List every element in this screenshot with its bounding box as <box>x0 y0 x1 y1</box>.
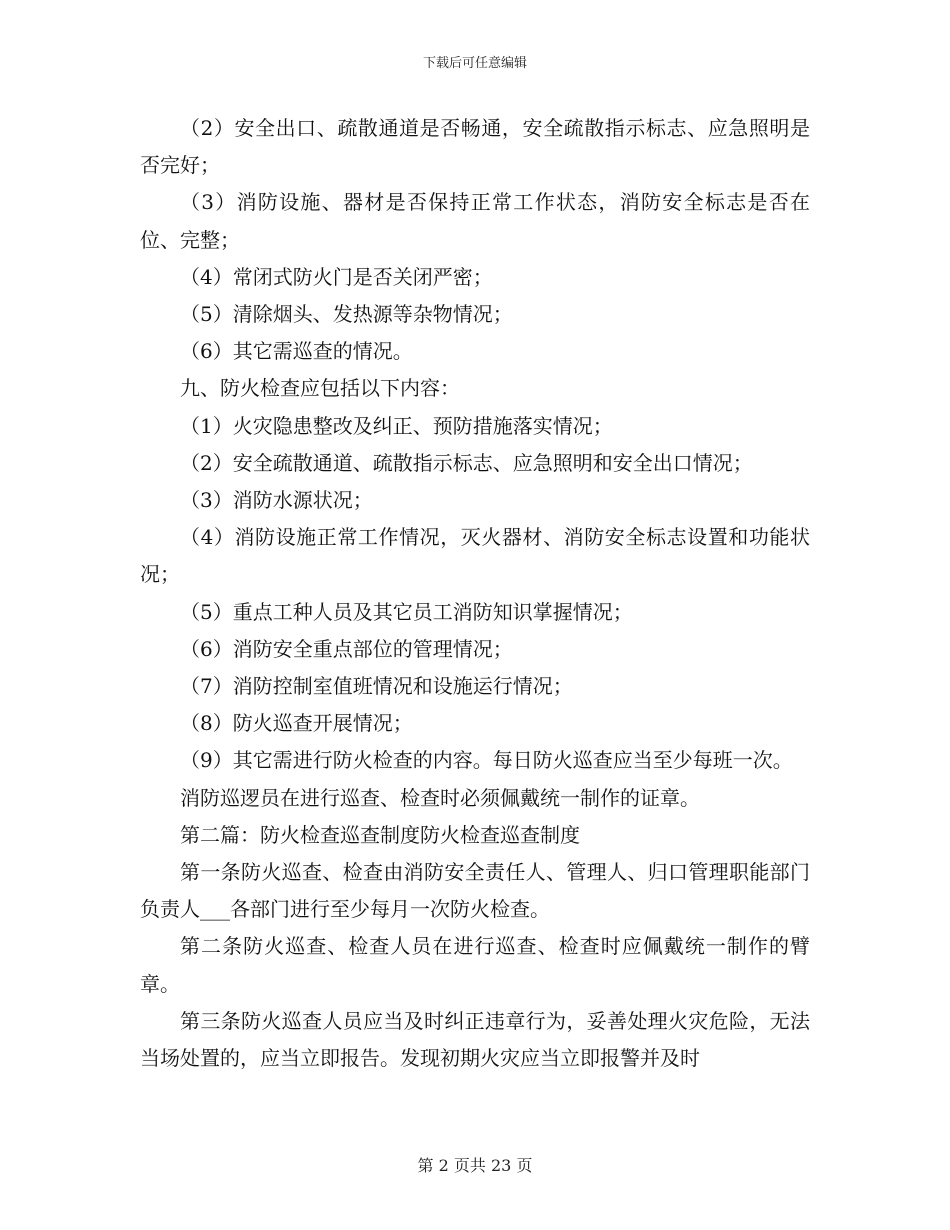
paragraph: （6）其它需巡查的情况。 <box>180 339 413 364</box>
paragraph: 消防巡逻员在进行巡查、检查时必须佩戴统一制作的证章。 <box>180 785 700 810</box>
section-heading: 九、防火检查应包括以下内容： <box>180 376 460 401</box>
paragraph: （9）其它需进行防火检查的内容。每日防火巡查应当至少每班一次。 <box>180 748 793 773</box>
paragraph: 第一条防火巡查、检查由消防安全责任人、管理人、归口管理职能部门负责人___各部门进行至少每月一次防火检查。 <box>140 860 810 922</box>
paragraph: 第二条防火巡查、检查人员在进行巡查、检查时应佩戴统一制作的臂章。 <box>140 934 810 996</box>
paragraph: （7）消防控制室值班情况和设施运行情况； <box>180 674 573 699</box>
section-heading: 第二篇：防火检查巡查制度防火检查巡查制度 <box>180 822 580 847</box>
paragraph: （6）消防安全重点部位的管理情况； <box>180 636 513 661</box>
paragraph: （3）消防水源状况； <box>180 488 373 513</box>
document-body <box>140 110 810 1077</box>
paragraph: （3）消防设施、器材是否保持正常工作状态，消防安全标志是否在位、完整； <box>140 190 810 252</box>
paragraph: 第三条防火巡查人员应当及时纠正违章行为，妥善处理火灾危险，无法当场处置的，应当立即报告。发现初期火灾应当立即报警并及时 <box>140 1008 810 1071</box>
paragraph: （2）安全出口、疏散通道是否畅通，安全疏散指示标志、应急照明是否完好； <box>140 116 810 178</box>
paragraph: （8）防火巡查开展情况； <box>180 711 413 736</box>
paragraph: （4）常闭式防火门是否关闭严密； <box>180 264 493 289</box>
paragraph: （1）火灾隐患整改及纠正、预防措施落实情况； <box>180 413 613 438</box>
paragraph: （5）清除烟头、发热源等杂物情况； <box>180 302 513 327</box>
page-footer: 第 2 页共 23 页 <box>417 1156 533 1175</box>
paragraph: （5）重点工种人员及其它员工消防知识掌握情况； <box>180 599 633 624</box>
paragraph: （2）安全疏散通道、疏散指示标志、应急照明和安全出口情况； <box>180 450 753 475</box>
page-header: 下载后可任意编辑 <box>422 56 527 71</box>
paragraph: （4）消防设施正常工作情况，灭火器材、消防安全标志设置和功能状况； <box>140 525 810 587</box>
